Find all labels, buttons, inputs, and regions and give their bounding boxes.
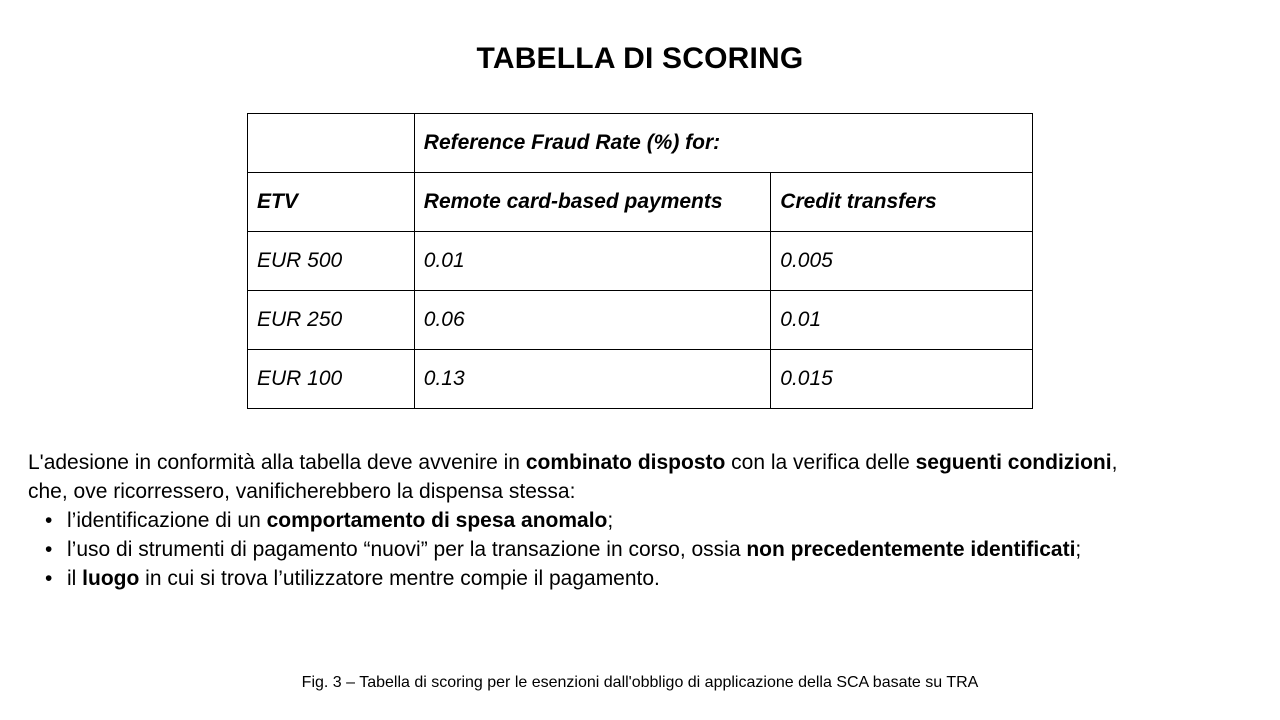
table-cell: EUR 250 <box>248 291 415 350</box>
bullet-icon: • <box>45 509 53 532</box>
list-item-bold-text: non precedentemente identificati <box>746 538 1076 561</box>
table-header-row <box>248 114 1033 173</box>
intro-paragraph <box>28 448 1258 506</box>
bullet-icon: • <box>45 538 53 561</box>
list-item-text: in cui si trova l’utilizzatore mentre compie il pagamento. <box>139 567 660 590</box>
intro-text: con la verifica delle <box>725 451 916 474</box>
table-cell: 0.13 <box>414 350 771 409</box>
list-item-text: l’uso di strumenti di pagamento “nuovi” per la transazione in corso, ossia <box>67 538 747 561</box>
intro-bold-text: combinato disposto <box>525 451 726 474</box>
table-row <box>248 350 1033 409</box>
figure-caption: Fig. 3 – Tabella di scoring per le esenzioni dall'obbligo di applicazione della SCA basate su TRA <box>301 674 979 691</box>
list-item-text: il <box>67 567 83 590</box>
intro-text: , <box>1111 451 1118 474</box>
intro-bold-text: seguenti condizioni <box>915 451 1112 474</box>
intro-text: L'adesione in conformità alla tabella deve avvenire in <box>28 451 526 474</box>
bullet-icon: • <box>45 567 53 590</box>
list-item <box>28 564 1258 593</box>
list-item <box>28 535 1258 564</box>
list-item-text: ; <box>607 509 614 532</box>
table-cell: 0.005 <box>771 232 1033 291</box>
list-item <box>28 506 1258 535</box>
table-cell: 0.06 <box>414 291 771 350</box>
column-header-card-payments: Remote card-based payments <box>414 173 771 232</box>
table-cell: 0.015 <box>771 350 1033 409</box>
column-header-credit-transfers: Credit transfers <box>771 173 1033 232</box>
table-cell: EUR 500 <box>248 232 415 291</box>
table-empty-cell <box>248 114 415 173</box>
conditions-list <box>28 506 1258 593</box>
table-cell: 0.01 <box>771 291 1033 350</box>
table-row <box>248 291 1033 350</box>
list-item-bold-text: luogo <box>82 567 140 590</box>
column-header-etv: ETV <box>248 173 415 232</box>
body-text <box>28 448 1258 593</box>
table-row <box>248 232 1033 291</box>
table-cell: EUR 100 <box>248 350 415 409</box>
table-cell: 0.01 <box>414 232 771 291</box>
list-item-text: ; <box>1075 538 1082 561</box>
list-item-text: l’identificazione di un <box>67 509 267 532</box>
intro-text: che, ove ricorressero, vanificherebbero la dispensa stessa: <box>28 480 576 503</box>
table-column-header-row <box>248 173 1033 232</box>
page-title: TABELLA DI SCORING <box>476 42 804 75</box>
table-span-header: Reference Fraud Rate (%) for: <box>414 114 1032 173</box>
scoring-table <box>247 113 1033 409</box>
list-item-bold-text: comportamento di spesa anomalo <box>266 509 608 532</box>
